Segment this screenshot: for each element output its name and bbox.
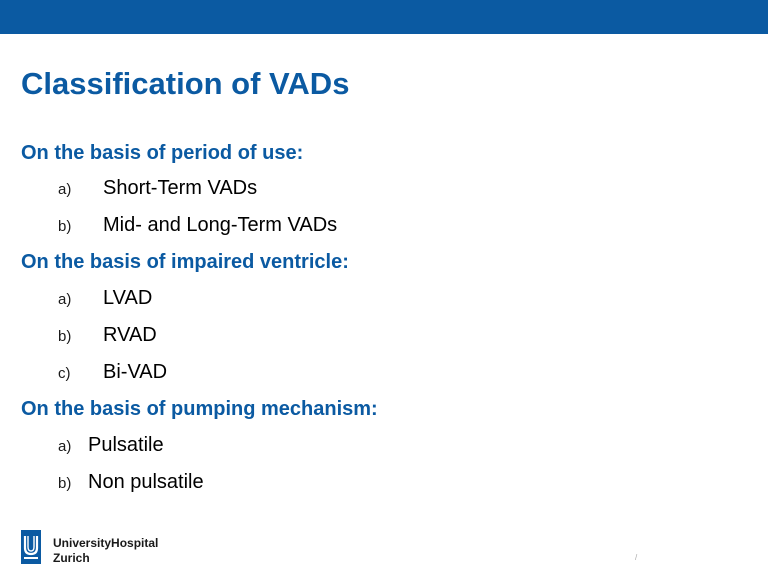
section-heading-pumping-mechanism: On the basis of pumping mechanism: <box>21 398 378 420</box>
list-marker: b) <box>58 218 72 235</box>
list-item-text: Pulsatile <box>88 434 164 456</box>
university-hospital-logo <box>21 530 221 570</box>
slide-title: Classification of VADs <box>21 66 350 101</box>
list-marker: c) <box>58 365 71 382</box>
section-heading-impaired-ventricle: On the basis of impaired ventricle: <box>21 251 349 273</box>
list-marker: b) <box>58 328 72 345</box>
list-item-text: Bi-VAD <box>103 361 168 383</box>
list-item-text: RVAD <box>103 324 157 346</box>
logo-text-line1: UniversityHospital <box>53 536 159 550</box>
list-marker: a) <box>58 181 72 198</box>
top-banner-bar <box>0 0 768 34</box>
list-item-text: Mid- and Long-Term VADs <box>103 214 338 236</box>
logo-text-line2: Zurich <box>53 551 90 565</box>
list-marker: a) <box>58 291 72 308</box>
hospital-emblem-icon <box>21 530 41 564</box>
section-heading-period-of-use: On the basis of period of use: <box>21 142 304 164</box>
list-item-text: Non pulsatile <box>88 471 204 493</box>
page-marker: / <box>635 553 638 562</box>
list-item-text: LVAD <box>103 287 153 309</box>
list-item-text: Short-Term VADs <box>103 177 258 199</box>
list-marker: a) <box>58 438 72 455</box>
list-marker: b) <box>58 475 72 492</box>
